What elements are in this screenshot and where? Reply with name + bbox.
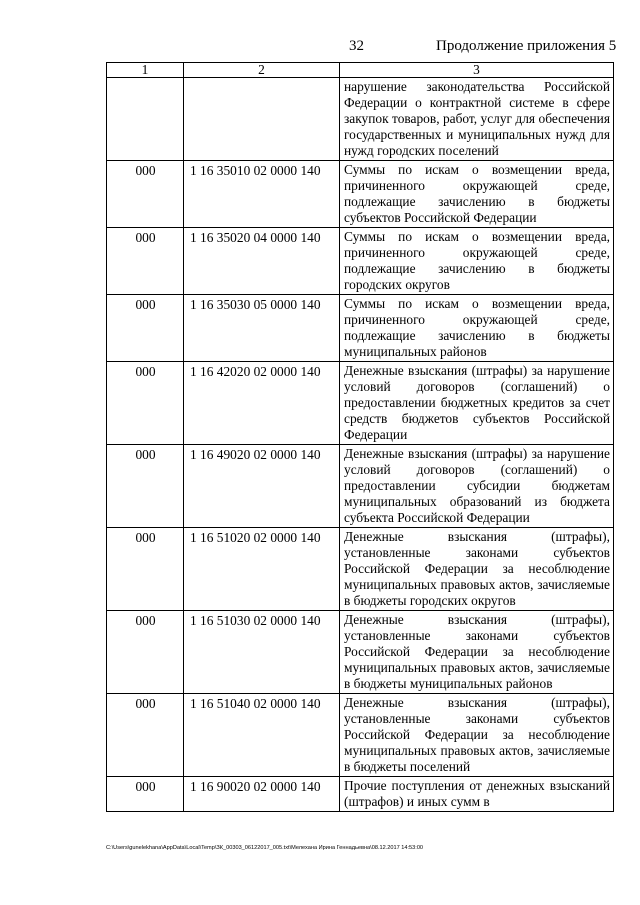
budget-code-cell: 1 16 51030 02 0000 140 [184,611,340,694]
column-header-2: 2 [184,63,340,78]
admin-code-cell: 000 [107,777,184,812]
table-row [107,445,614,528]
table-row [107,78,614,161]
description-cell: Суммы по искам о возмещении вреда, причиненного окружающей среде, подлежащие зачислению в бюджеты городских округов [340,228,614,295]
description-cell: Денежные взыскания (штрафы) за нарушение условий договоров (соглашений) о предоставлении бюджетных кредитов за счет средств бюджетов субъектов Российской Федерации [340,362,614,445]
description-cell: Денежные взыскания (штрафы), установленные законами субъектов Российской Федерации за несоблюдение муниципальных правовых актов, зачисляемые в бюджеты городских округов [340,528,614,611]
description-cell: Денежные взыскания (штрафы) за нарушение условий договоров (соглашений) о предоставлении субсидии бюджетам муниципальных образований из бюджета субъекта Российской Федерации [340,445,614,528]
admin-code-cell: 000 [107,445,184,528]
column-header-3: 3 [340,63,614,78]
file-path-footer: C:\Users\gunelekhana\AppData\Local\Temp\ЗК_00303_06122017_005.txt\Мелехана Ирина Геннадьевна\08.12.2017 14:53:00 [106,845,424,851]
column-number-row [107,63,614,78]
admin-code-cell: 000 [107,161,184,228]
budget-code-cell: 1 16 35020 04 0000 140 [184,228,340,295]
budget-code-cell: 1 16 35010 02 0000 140 [184,161,340,228]
table-body [107,78,614,812]
revenue-codes-table [106,62,614,812]
table-row [107,611,614,694]
table-row [107,528,614,611]
admin-code-cell: 000 [107,362,184,445]
description-cell: Суммы по искам о возмещении вреда, причиненного окружающей среде, подлежащие зачислению в бюджеты муниципальных районов [340,295,614,362]
budget-code-cell: 1 16 49020 02 0000 140 [184,445,340,528]
admin-code-cell: 000 [107,295,184,362]
page-number: 32 [349,38,364,54]
admin-code-cell [107,78,184,161]
description-cell: Денежные взыскания (штрафы), установленные законами субъектов Российской Федерации за несоблюдение муниципальных правовых актов, зачисляемые в бюджеты поселений [340,694,614,777]
admin-code-cell: 000 [107,528,184,611]
budget-code-cell: 1 16 42020 02 0000 140 [184,362,340,445]
admin-code-cell: 000 [107,228,184,295]
table-row [107,161,614,228]
description-cell: Прочие поступления от денежных взысканий (штрафов) и иных сумм в [340,777,614,812]
table-row [107,362,614,445]
table-row [107,777,614,812]
admin-code-cell: 000 [107,611,184,694]
table-row [107,295,614,362]
description-cell: нарушение законодательства Российской Федерации о контрактной системе в сфере закупок товаров, работ, услуг для обеспечения государственных и муниципальных нужд для нужд городских поселений [340,78,614,161]
budget-code-cell: 1 16 90020 02 0000 140 [184,777,340,812]
admin-code-cell: 000 [107,694,184,777]
column-header-1: 1 [107,63,184,78]
budget-code-cell [184,78,340,161]
budget-code-cell: 1 16 51020 02 0000 140 [184,528,340,611]
table-row [107,228,614,295]
budget-code-cell: 1 16 35030 05 0000 140 [184,295,340,362]
budget-code-cell: 1 16 51040 02 0000 140 [184,694,340,777]
description-cell: Денежные взыскания (штрафы), установленные законами субъектов Российской Федерации за несоблюдение муниципальных правовых актов, зачисляемые в бюджеты муниципальных районов [340,611,614,694]
continuation-label: Продолжение приложения 5 [436,38,617,54]
table-row [107,694,614,777]
description-cell: Суммы по искам о возмещении вреда, причиненного окружающей среде, подлежащие зачислению в бюджеты субъектов Российской Федерации [340,161,614,228]
